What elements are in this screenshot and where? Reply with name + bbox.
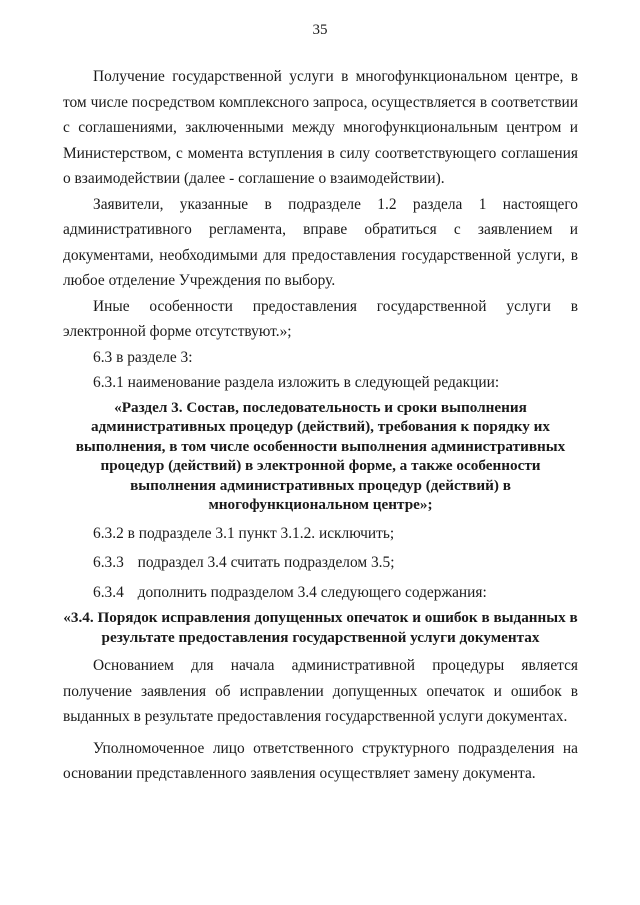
page-number: 35 bbox=[312, 22, 328, 38]
paragraph-basis: Основанием для начала административной процедуры является получение заявления об исправлении допущенных опечаток и ошибок в выданных в результате предоставления государственной услуги документах. bbox=[63, 657, 578, 725]
document-body bbox=[63, 64, 578, 787]
item-text: дополнить подразделом 3.4 следующего содержания: bbox=[137, 583, 487, 601]
item-text: подраздел 3.4 считать подразделом 3.5; bbox=[137, 554, 395, 571]
item-number: 6.3.3 bbox=[93, 554, 124, 571]
paragraph-applicants: Заявители, указанные в подразделе 1.2 раздела 1 настоящего административного регламента, вправе обратиться с заявлением и документами, необходимыми для предоставления государственной услуги, в любое отделение Учреждения по выбору. bbox=[63, 195, 578, 289]
paragraph-mfc-service: Получение государственной услуги в многофункциональном центре, в том числе посредством комплексного запроса, осуществляется в соответствии с соглашениями, заключенными между многофункциональным центром и Министерством, с момента вступления в силу соответствующего соглашения о взаимодействии (далее - соглашение о взаимодействии). bbox=[63, 68, 578, 187]
item-6-3-4 bbox=[63, 580, 578, 606]
item-6-3: 6.3 в разделе 3: bbox=[93, 348, 193, 366]
heading-section-3: «Раздел 3. Состав, последовательность и сроки выполнения административных процедур (действий), требования к порядку их выполнения, в том числе особенности выполнения административных процедур (действий) в электронной форме, а также особенности выполнения административных процедур (действий) в многофункциональном центре»; bbox=[75, 398, 566, 513]
item-number: 6.3.4 bbox=[93, 583, 124, 601]
item-6-3-1: 6.3.1 наименование раздела изложить в следующей редакции: bbox=[93, 374, 500, 391]
heading-subsection-3-4: «3.4. Порядок исправления допущенных опечаток и ошибок в выданных в результате предоставления государственной услуги документах bbox=[63, 609, 578, 646]
paragraph-other-features: Иные особенности предоставления государственной услуги в электронной форме отсутствуют.»; bbox=[63, 297, 578, 340]
item-6-3-3 bbox=[63, 550, 578, 576]
item-6-3-2: 6.3.2 в подразделе 3.1 пункт 3.1.2. исключить; bbox=[93, 524, 395, 542]
paragraph-authorized-person: Уполномоченное лицо ответственного структурного подразделения на основании представленного заявления осуществляет замену документа. bbox=[63, 739, 578, 782]
